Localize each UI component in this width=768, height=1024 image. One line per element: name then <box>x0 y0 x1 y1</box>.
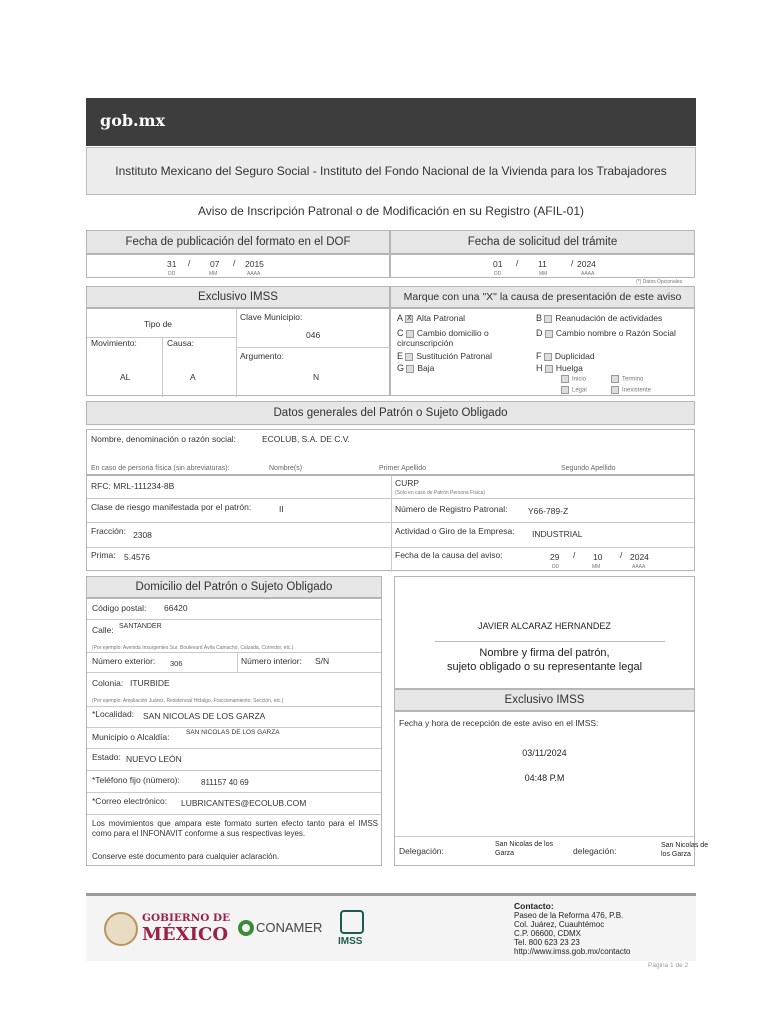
conamer-text: CONAMER <box>256 920 323 935</box>
reception-date: 03/11/2024 <box>522 748 567 758</box>
huelga-legal-checkbox[interactable] <box>561 386 569 394</box>
mexico-text: MÉXICO <box>142 924 229 945</box>
signature-box <box>394 576 695 689</box>
cause-f-label: Duplicidad <box>554 351 595 361</box>
gobierno-de-text: GOBIERNO DE <box>142 912 231 924</box>
imss-eagle-icon <box>340 910 364 934</box>
dof-month: 07 <box>210 259 220 269</box>
req-month: 11 <box>538 259 547 269</box>
date-sep: / <box>516 258 519 268</box>
aaaa-label: AAAA <box>247 271 261 277</box>
institution-banner <box>86 147 696 195</box>
estado-label: Estado: <box>92 752 121 762</box>
dof-date-box <box>86 254 390 278</box>
telefono-label: *Teléfono fijo (número): <box>92 775 180 785</box>
riesgo-label: Clase de riesgo manifestada por el patrón: <box>91 502 252 512</box>
municipio-label: Municipio o Alcaldía: <box>92 732 170 742</box>
cause-b-checkbox[interactable] <box>544 315 552 323</box>
clave-municipio-label: Clave Municipio: <box>240 312 303 322</box>
calle-label: Calle: <box>92 625 114 635</box>
nombre-value: ECOLUB, S.A. DE C.V. <box>262 434 351 444</box>
optional-note: (*) Datos Opcionales <box>636 279 683 285</box>
reception-time: 04:48 P.M <box>524 773 565 783</box>
keep-document-note: Conserve este documento para cualquier aclaración. <box>92 852 280 861</box>
signature-label-2: sujeto obligado o su representante legal <box>446 661 643 673</box>
dof-year: 2015 <box>245 259 264 269</box>
estado-value: NUEVO LEÓN <box>126 754 182 764</box>
document-title: Aviso de Inscripción Patronal o de Modificación en su Registro (AFIL-01) <box>198 204 584 218</box>
huelga-inicio-label: Inicio <box>572 376 587 383</box>
address-line-1: Paseo de la Reforma 476, P.B. <box>514 911 624 920</box>
dd-label: DD <box>494 271 502 277</box>
prima-value: 5.4576 <box>124 552 150 562</box>
legal-note: Los movimientos que ampara este formato surten efecto tanto para el IMSS como para el INFONAVIT conforme a sus respectivas leyes. <box>92 819 378 838</box>
delegacion-value: San Nicolas de los Garza <box>495 841 553 857</box>
causa-year: 2024 <box>630 552 649 562</box>
ext-label: Número exterior: <box>92 656 156 666</box>
dd-label: DD <box>552 564 560 570</box>
imss-exclusive-box <box>86 308 390 396</box>
calle-value: SANTANDER <box>119 623 162 630</box>
actividad-label: Actividad o Giro de la Empresa: <box>395 526 515 536</box>
huelga-inexistente-checkbox[interactable] <box>611 386 619 394</box>
conamer-logo-icon <box>238 920 254 936</box>
name-box <box>86 429 695 475</box>
fraccion-label: Fracción: <box>91 526 126 536</box>
clave-municipio-value: 046 <box>306 330 321 340</box>
request-date-box <box>390 254 695 278</box>
cause-h-checkbox[interactable] <box>545 365 553 373</box>
argumento-value: N <box>313 372 320 382</box>
municipio-value: SAN NICOLAS DE LOS GARZA <box>186 729 280 736</box>
causa-label: Causa: <box>167 338 194 348</box>
address-line-3: C.P. 06600, CDMX <box>514 929 581 938</box>
riesgo-value: II <box>279 504 284 514</box>
causa-day: 29 <box>550 552 560 562</box>
signer-name: JAVIER ALCARAZ HERNANDEZ <box>478 621 611 631</box>
cause-g-label: Baja <box>417 363 435 373</box>
address-line-4: Tel. 800 623 23 23 <box>514 938 580 947</box>
correo-value: LUBRICANTES@ECOLUB.COM <box>181 798 307 808</box>
movimiento-label: Movimiento: <box>91 338 137 348</box>
req-day: 01 <box>493 259 503 269</box>
colonia-example: (Por ejemplo: Ampliación Juárez, Residencial Hidalgo, Fraccionamiento, Sección, etc.) <box>92 698 284 704</box>
general-data-header: Datos generales del Patrón o Sujeto Obligado <box>86 401 695 425</box>
cause-c-checkbox[interactable] <box>406 330 414 338</box>
calle-example: (Por ejemplo: Avenida Insurgentes Sur, Boulevard Ávila Camacho, Calzada, Corredor, etc.) <box>92 645 294 651</box>
colonia-label: Colonia: <box>92 678 124 688</box>
dof-day: 31 <box>167 259 177 269</box>
causa-month: 10 <box>593 552 603 562</box>
cause-e-label: Sustitución Patronal <box>416 351 492 361</box>
int-label: Número interior: <box>241 656 302 666</box>
huelga-termino-checkbox[interactable] <box>611 375 619 383</box>
imss-exclusive-header: Exclusivo IMSS <box>86 286 390 308</box>
cause-a-letter: A <box>397 313 404 323</box>
cause-h-label: Huelga <box>555 363 583 373</box>
cause-f-letter: F <box>536 351 542 361</box>
date-sep: / <box>573 550 576 560</box>
causes-box <box>390 308 695 396</box>
signature-label-1: Nombre y firma del patrón, <box>479 647 610 659</box>
cp-label: Código postal: <box>92 603 147 613</box>
registro-label: Número de Registro Patronal: <box>395 504 508 514</box>
telefono-value: 811157 40 69 <box>201 778 249 787</box>
colonia-value: ITURBIDE <box>130 678 170 688</box>
gobmx-logo: gob.mx <box>86 98 696 146</box>
imss-text: IMSS <box>338 936 363 947</box>
address-box <box>86 598 382 866</box>
huelga-legal-label: Legal <box>572 387 587 394</box>
cause-b-letter: B <box>536 313 543 323</box>
cause-h-letter: H <box>536 363 543 373</box>
cause-d-checkbox[interactable] <box>545 330 553 338</box>
localidad-label: *Localidad: <box>92 709 135 719</box>
movimiento-value: AL <box>120 372 131 382</box>
huelga-inicio-checkbox[interactable] <box>561 375 569 383</box>
persona-fisica-label: En caso de persona física (sin abreviaturas): <box>91 465 230 472</box>
date-sep: / <box>188 258 191 268</box>
rfc-value: RFC: MRL-111234-8B <box>91 481 175 491</box>
curp-note: (Sólo en caso de Patrón Persona Física) <box>395 490 486 496</box>
dof-date-header: Fecha de publicación del formato en el DOF <box>86 230 390 254</box>
date-sep: / <box>620 550 623 560</box>
date-sep: / <box>233 258 236 268</box>
contact-address <box>514 911 631 956</box>
cause-f-checkbox[interactable] <box>544 353 552 361</box>
cause-a-checkbox[interactable]: X <box>407 314 412 322</box>
cause-b-label: Reanudación de actividades <box>555 313 663 323</box>
primer-apellido-label: Primer Apellido <box>379 465 427 472</box>
subdelegacion-value: San Nicolas de los Garza <box>661 842 709 858</box>
ext-value: 306 <box>170 659 183 668</box>
int-value: S/N <box>315 656 330 666</box>
causa-fecha-label: Fecha de la causa del aviso: <box>395 550 503 560</box>
request-date-header: Fecha de solicitud del trámite <box>390 230 695 254</box>
registro-value: Y66-789-Z <box>528 506 569 516</box>
mexico-seal-icon <box>104 912 138 946</box>
mm-label: MM <box>539 271 548 277</box>
curp-label: CURP <box>395 478 420 488</box>
cause-c-letter: C <box>397 328 404 338</box>
nombre-label: Nombre, denominación o razón social: <box>91 434 237 444</box>
actividad-value: INDUSTRIAL <box>532 529 583 539</box>
reception-label: Fecha y hora de recepción de este aviso en el IMSS: <box>399 718 599 728</box>
cp-value: 66420 <box>164 603 188 613</box>
cause-a-label: Alta Patronal <box>416 313 466 323</box>
cause-d-letter: D <box>536 328 543 338</box>
huelga-inexistente-label: Inexistente <box>622 387 652 394</box>
general-fields <box>86 475 695 571</box>
huelga-termino-label: Termino <box>622 376 644 383</box>
delegacion-label: Delegación: <box>399 846 444 856</box>
address-header: Domicilio del Patrón o Sujeto Obligado <box>86 576 382 598</box>
date-sep: / <box>571 258 574 268</box>
mm-label: MM <box>209 271 218 277</box>
segundo-apellido-label: Segundo Apellido <box>561 465 616 472</box>
subdelegacion-label: delegación: <box>573 846 617 856</box>
cause-d-label: Cambio nombre o Razón Social <box>555 328 676 338</box>
prima-label: Prima: <box>91 550 116 560</box>
cause-g-checkbox[interactable] <box>406 365 414 373</box>
cause-e-checkbox[interactable] <box>405 353 413 361</box>
mm-label: MM <box>592 564 601 570</box>
address-line-2: Col. Juárez, Cuauhtémoc <box>514 920 605 929</box>
dd-label: DD <box>168 271 176 277</box>
contact-title: Contacto: <box>514 901 554 911</box>
footer <box>86 893 696 961</box>
tipo-de-label: Tipo de <box>144 319 173 329</box>
cause-c-label: Cambio domicilio o circunscripción <box>397 328 489 348</box>
aaaa-label: AAAA <box>581 271 595 277</box>
fraccion-value: 2308 <box>133 530 152 540</box>
imss-reception-header: Exclusivo IMSS <box>394 689 695 711</box>
cause-e-letter: E <box>397 351 404 361</box>
nombres-label: Nombre(s) <box>269 465 303 472</box>
cause-g-letter: G <box>397 363 405 373</box>
causes-header: Marque con una "X" la causa de presentación de este aviso <box>390 286 695 308</box>
req-year: 2024 <box>577 259 596 269</box>
institution-name: Instituto Mexicano del Seguro Social - Instituto del Fondo Nacional de la Vivienda para los Trabajadores <box>115 164 667 178</box>
imss-reception-box <box>394 711 709 866</box>
causa-value: A <box>190 372 196 382</box>
aaaa-label: AAAA <box>632 564 646 570</box>
correo-label: *Correo electrónico: <box>92 796 168 806</box>
page-number: Página 1 de 2 <box>648 962 689 969</box>
contact-url[interactable]: http://www.imss.gob.mx/contacto <box>514 947 631 956</box>
argumento-label: Argumento: <box>240 351 284 361</box>
localidad-value: SAN NICOLAS DE LOS GARZA <box>143 711 266 721</box>
